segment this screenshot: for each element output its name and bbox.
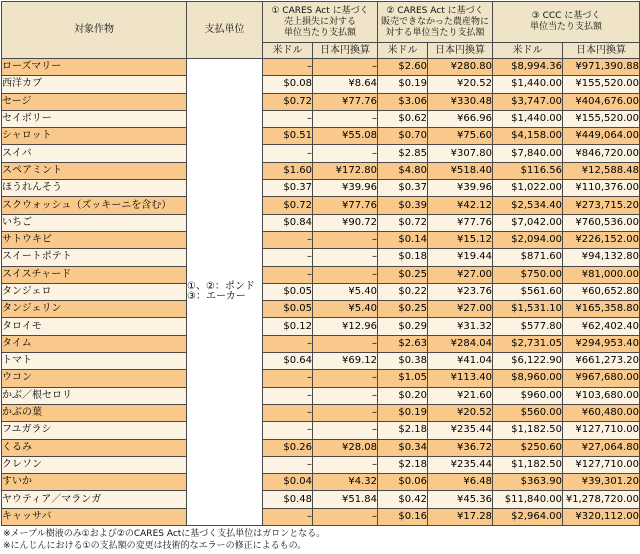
value-jpy1: ¥90.72 (313, 214, 378, 231)
value-jpy2: ¥23.76 (428, 283, 493, 300)
crop-name: タロイモ (2, 318, 187, 335)
value-usd3: $1,182.50 (493, 456, 563, 473)
value-jpy1: – (313, 387, 378, 404)
value-usd2: $0.29 (378, 318, 428, 335)
crop-name: ほうれんそう (2, 180, 187, 197)
value-usd3: $561.60 (493, 283, 563, 300)
value-jpy1: – (313, 404, 378, 421)
header-g3-line2: 単位当たり支払額 (529, 22, 602, 32)
footnotes (3, 528, 325, 552)
value-usd3: $6,122.90 (493, 353, 563, 370)
footnote-2: ※にんじんにおける①の支払額の変更は技術的なエラーの修正によるもの。 (3, 541, 307, 551)
value-jpy2: ¥235.44 (428, 422, 493, 439)
value-usd3: $4,158.00 (493, 128, 563, 145)
value-jpy3: ¥967,680.00 (563, 370, 640, 387)
table-row (2, 422, 640, 439)
header-g2-line2: 販売できなかった農産物に (380, 16, 489, 27)
crop-name: いちご (2, 214, 187, 231)
value-usd3: $1,182.50 (493, 422, 563, 439)
table-body (2, 59, 640, 526)
value-usd3: $7,042.00 (493, 214, 563, 231)
value-jpy1: – (313, 456, 378, 473)
value-jpy1: – (313, 110, 378, 127)
value-jpy3: ¥273,715.20 (563, 197, 640, 214)
table-row (2, 266, 640, 283)
value-usd1: $0.84 (263, 214, 313, 231)
value-jpy2: ¥66.96 (428, 110, 493, 127)
table-row (2, 353, 640, 370)
header-jpy-2: 日本円換算 (428, 43, 493, 59)
value-jpy2: ¥36.72 (428, 439, 493, 456)
value-usd2: $0.70 (378, 128, 428, 145)
value-usd2: $4.80 (378, 162, 428, 179)
value-usd3: $250.60 (493, 439, 563, 456)
value-jpy3: ¥12,588.48 (563, 162, 640, 179)
value-jpy2: ¥235.44 (428, 456, 493, 473)
value-jpy3: ¥39,301.20 (563, 474, 640, 491)
value-usd1: $0.37 (263, 180, 313, 197)
value-usd3: $8,994.36 (493, 59, 563, 76)
value-jpy1: ¥51.84 (313, 491, 378, 508)
value-jpy2: ¥284.04 (428, 335, 493, 352)
header-ccc (493, 2, 640, 43)
value-usd2: $0.19 (378, 404, 428, 421)
table-row (2, 76, 640, 93)
value-usd1: – (263, 456, 313, 473)
value-usd3: $11,840.00 (493, 491, 563, 508)
crop-name: スイスチャード (2, 266, 187, 283)
value-usd1: – (263, 266, 313, 283)
value-usd2: $0.37 (378, 180, 428, 197)
value-usd1: – (263, 370, 313, 387)
value-jpy2: ¥330.48 (428, 93, 493, 110)
value-usd1: – (263, 404, 313, 421)
value-usd3: $750.00 (493, 266, 563, 283)
table-row (2, 439, 640, 456)
header-crop: 対象作物 (2, 2, 187, 59)
value-usd1: $0.05 (263, 283, 313, 300)
value-usd2: $2.18 (378, 456, 428, 473)
header-usd-2: 米ドル (378, 43, 428, 59)
header-g3-line1: ③ CCC に基づく (531, 11, 601, 21)
value-jpy1: ¥28.08 (313, 439, 378, 456)
value-jpy1: ¥55.08 (313, 128, 378, 145)
value-jpy2: ¥20.52 (428, 76, 493, 93)
value-usd3: $871.60 (493, 249, 563, 266)
value-usd1: $0.08 (263, 76, 313, 93)
crop-name: すいか (2, 474, 187, 491)
value-usd2: $0.18 (378, 249, 428, 266)
value-usd3: $363.90 (493, 474, 563, 491)
value-jpy3: ¥320,112.00 (563, 508, 640, 525)
value-jpy2: ¥75.60 (428, 128, 493, 145)
value-usd1: – (263, 335, 313, 352)
value-jpy1: ¥4.32 (313, 474, 378, 491)
value-usd2: $2.85 (378, 145, 428, 162)
value-usd3: $3,747.00 (493, 93, 563, 110)
crop-name: サトウキビ (2, 231, 187, 248)
value-usd3: $7,840.00 (493, 145, 563, 162)
value-usd2: $2.60 (378, 59, 428, 76)
value-usd3: $1,440.00 (493, 76, 563, 93)
crop-name: タイム (2, 335, 187, 352)
value-jpy1: – (313, 422, 378, 439)
value-jpy3: ¥1,278,720.00 (563, 491, 640, 508)
value-jpy3: ¥127,710.00 (563, 422, 640, 439)
table-row (2, 59, 640, 76)
value-jpy1: – (313, 508, 378, 525)
header-g2-line3: 対する単位当たり支払額 (385, 27, 485, 38)
value-jpy1: – (313, 249, 378, 266)
value-usd1: – (263, 145, 313, 162)
table-row (2, 128, 640, 145)
value-jpy1: ¥8.64 (313, 76, 378, 93)
crop-name: スイバ (2, 145, 187, 162)
value-jpy1: – (313, 335, 378, 352)
crop-name: タンジェロ (2, 283, 187, 300)
value-jpy3: ¥27,064.80 (563, 439, 640, 456)
value-jpy2: ¥113.40 (428, 370, 493, 387)
value-jpy1: ¥77.76 (313, 197, 378, 214)
value-usd1: $0.05 (263, 301, 313, 318)
payment-unit-cell (187, 59, 263, 526)
value-jpy3: ¥760,536.00 (563, 214, 640, 231)
value-usd2: $0.19 (378, 76, 428, 93)
table-row (2, 249, 640, 266)
value-jpy2: ¥21.60 (428, 387, 493, 404)
value-jpy1: – (313, 145, 378, 162)
value-jpy2: ¥41.04 (428, 353, 493, 370)
value-jpy3: ¥165,358.80 (563, 301, 640, 318)
value-usd3: $1,531.10 (493, 301, 563, 318)
value-usd2: $0.72 (378, 214, 428, 231)
value-jpy1: ¥12.96 (313, 318, 378, 335)
value-usd1: $0.51 (263, 128, 313, 145)
value-usd1: $0.72 (263, 93, 313, 110)
value-usd2: $2.18 (378, 422, 428, 439)
value-usd3: $1,440.00 (493, 110, 563, 127)
table-row (2, 93, 640, 110)
unit-line-1: ①、②：ポンド (187, 281, 255, 292)
value-usd1: $0.26 (263, 439, 313, 456)
value-usd2: $0.25 (378, 266, 428, 283)
value-usd2: $0.20 (378, 387, 428, 404)
value-jpy3: ¥971,390.88 (563, 59, 640, 76)
crop-name: ローズマリー (2, 59, 187, 76)
header-jpy-3: 日本円換算 (563, 43, 640, 59)
table-row (2, 214, 640, 231)
value-jpy2: ¥307.80 (428, 145, 493, 162)
value-usd1: – (263, 110, 313, 127)
value-jpy3: ¥60,480.00 (563, 404, 640, 421)
crop-name: タンジェリン (2, 301, 187, 318)
table-row (2, 197, 640, 214)
value-usd3: $960.00 (493, 387, 563, 404)
footnote-1: ※メープル樹液のみ①および②のCARES Actに基づく支払単位はガロンとなる。 (3, 529, 326, 539)
value-jpy3: ¥127,710.00 (563, 456, 640, 473)
crop-name: キャッサバ (2, 508, 187, 525)
table-row (2, 387, 640, 404)
value-jpy1: ¥39.96 (313, 180, 378, 197)
value-jpy3: ¥62,402.40 (563, 318, 640, 335)
value-usd2: $0.42 (378, 491, 428, 508)
unit-line-2: ③：エーカー (187, 291, 246, 302)
value-jpy2: ¥280.80 (428, 59, 493, 76)
value-usd2: $2.63 (378, 335, 428, 352)
value-jpy1: ¥172.80 (313, 162, 378, 179)
header-cares-unsold (378, 2, 493, 43)
value-usd3: $577.80 (493, 318, 563, 335)
header-cares-sales-loss (263, 2, 378, 43)
value-jpy2: ¥42.12 (428, 197, 493, 214)
crop-name: かぶ／根セロリ (2, 387, 187, 404)
value-usd1: $0.48 (263, 491, 313, 508)
value-usd2: $0.62 (378, 110, 428, 127)
table-row (2, 474, 640, 491)
crop-name: トマト (2, 353, 187, 370)
value-jpy3: ¥81,000.00 (563, 266, 640, 283)
value-usd3: $2,094.00 (493, 231, 563, 248)
crop-name: セイボリー (2, 110, 187, 127)
value-jpy3: ¥94,132.80 (563, 249, 640, 266)
value-usd3: $8,960.00 (493, 370, 563, 387)
value-usd2: $0.22 (378, 283, 428, 300)
table-row (2, 110, 640, 127)
table-row (2, 231, 640, 248)
value-jpy3: ¥661,273.20 (563, 353, 640, 370)
value-usd2: $0.06 (378, 474, 428, 491)
crop-name: スイートポテト (2, 249, 187, 266)
value-jpy2: ¥20.52 (428, 404, 493, 421)
value-usd1: $0.72 (263, 197, 313, 214)
value-jpy3: ¥404,676.00 (563, 93, 640, 110)
table-row (2, 162, 640, 179)
header-usd-3: 米ドル (493, 43, 563, 59)
value-jpy1: – (313, 231, 378, 248)
value-usd3: $116.56 (493, 162, 563, 179)
value-jpy3: ¥155,520.00 (563, 110, 640, 127)
value-usd1: – (263, 231, 313, 248)
value-jpy2: ¥6.48 (428, 474, 493, 491)
value-usd1: $1.60 (263, 162, 313, 179)
value-usd1: $0.12 (263, 318, 313, 335)
value-usd3: $2,534.40 (493, 197, 563, 214)
value-jpy1: – (313, 266, 378, 283)
table-row (2, 283, 640, 300)
table-row (2, 491, 640, 508)
value-jpy2: ¥19.44 (428, 249, 493, 266)
value-jpy2: ¥27.00 (428, 266, 493, 283)
value-usd1: $0.04 (263, 474, 313, 491)
table-row (2, 301, 640, 318)
table-row (2, 335, 640, 352)
value-jpy1: ¥5.40 (313, 301, 378, 318)
header-jpy-1: 日本円換算 (313, 43, 378, 59)
value-usd3: $1,022.00 (493, 180, 563, 197)
value-usd3: $560.00 (493, 404, 563, 421)
value-usd1: – (263, 59, 313, 76)
value-jpy3: ¥60,652.80 (563, 283, 640, 300)
crop-name: かぶの葉 (2, 404, 187, 421)
value-jpy3: ¥110,376.00 (563, 180, 640, 197)
value-jpy1: – (313, 59, 378, 76)
table-row (2, 456, 640, 473)
value-usd3: $2,964.00 (493, 508, 563, 525)
value-usd2: $3.06 (378, 93, 428, 110)
table-row (2, 180, 640, 197)
value-usd1: $0.64 (263, 353, 313, 370)
crop-name: セージ (2, 93, 187, 110)
value-usd1: – (263, 249, 313, 266)
value-jpy2: ¥45.36 (428, 491, 493, 508)
value-usd3: $2,731.05 (493, 335, 563, 352)
value-jpy3: ¥155,520.00 (563, 76, 640, 93)
value-jpy3: ¥103,680.00 (563, 387, 640, 404)
header-g1-line2: 売上損失に対する (283, 16, 356, 27)
value-usd1: – (263, 422, 313, 439)
crop-name: 西洋カブ (2, 76, 187, 93)
table-row (2, 145, 640, 162)
crop-name: クレソン (2, 456, 187, 473)
value-jpy1: ¥69.12 (313, 353, 378, 370)
crop-name: くるみ (2, 439, 187, 456)
value-jpy3: ¥449,064.00 (563, 128, 640, 145)
value-usd1: – (263, 508, 313, 525)
crop-name: スクウォッシュ（ズッキーニを含む） (2, 197, 187, 214)
value-jpy2: ¥27.00 (428, 301, 493, 318)
value-usd2: $0.14 (378, 231, 428, 248)
value-jpy2: ¥77.76 (428, 214, 493, 231)
value-usd2: $0.34 (378, 439, 428, 456)
crop-name: スペアミント (2, 162, 187, 179)
crop-name: フユガラシ (2, 422, 187, 439)
header-g1-line3: 単位当たり支払額 (283, 27, 356, 38)
header-unit: 支払単位 (187, 2, 263, 59)
value-jpy2: ¥518.40 (428, 162, 493, 179)
table-row (2, 404, 640, 421)
value-jpy3: ¥846,720.00 (563, 145, 640, 162)
value-jpy3: ¥294,953.40 (563, 335, 640, 352)
header-g2-line1: ② CARES Act に基づく (386, 5, 484, 16)
crop-name: ウコン (2, 370, 187, 387)
value-jpy1: ¥5.40 (313, 283, 378, 300)
header-g1-line1: ① CARES Act に基づく (271, 5, 369, 16)
value-usd2: $0.39 (378, 197, 428, 214)
table-row (2, 508, 640, 525)
value-usd1: – (263, 387, 313, 404)
crop-name: ヤウティア／マランガ (2, 491, 187, 508)
payment-table (1, 1, 640, 526)
value-jpy2: ¥15.12 (428, 231, 493, 248)
value-jpy2: ¥39.96 (428, 180, 493, 197)
table-row (2, 370, 640, 387)
crop-name: シャロット (2, 128, 187, 145)
value-usd2: $0.16 (378, 508, 428, 525)
value-jpy2: ¥17.28 (428, 508, 493, 525)
header-usd-1: 米ドル (263, 43, 313, 59)
value-jpy1: ¥77.76 (313, 93, 378, 110)
value-usd2: $1.05 (378, 370, 428, 387)
value-jpy3: ¥226,152.00 (563, 231, 640, 248)
value-jpy2: ¥31.32 (428, 318, 493, 335)
value-usd2: $0.38 (378, 353, 428, 370)
value-jpy1: – (313, 370, 378, 387)
table-row (2, 318, 640, 335)
value-usd2: $0.25 (378, 301, 428, 318)
